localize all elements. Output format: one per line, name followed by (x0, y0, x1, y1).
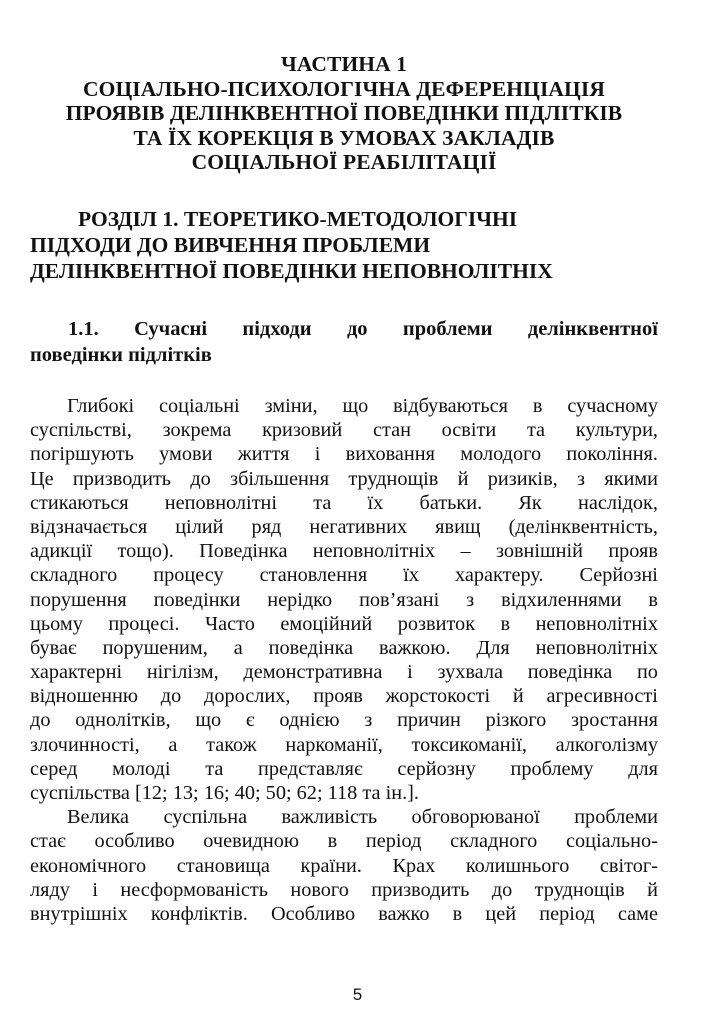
word: становища (176, 854, 270, 877)
word: також (206, 733, 257, 756)
text-line (30, 588, 658, 612)
word: а (233, 636, 243, 659)
word: цей (485, 902, 517, 925)
section-title (30, 206, 658, 284)
word: очевидною (203, 830, 300, 853)
word: саме (617, 902, 658, 925)
word: ряд (251, 515, 282, 538)
word: прояв (608, 540, 658, 563)
text-line (30, 684, 658, 708)
word: молоді (112, 757, 171, 780)
word: ляду (30, 878, 70, 901)
part-title (30, 52, 658, 175)
subsection-title (30, 316, 658, 368)
word: Часто (204, 612, 255, 635)
word: поведінка (268, 636, 354, 659)
word: конфліктів. (150, 902, 248, 925)
word: дорослих, (204, 685, 291, 708)
word: їх (403, 564, 419, 587)
word: характеру. (454, 564, 544, 587)
word: адикції (30, 540, 93, 563)
word: якими (604, 467, 658, 490)
word: жорстокості (385, 685, 491, 708)
page-number: 5 (352, 985, 363, 1004)
word: серйозну (397, 757, 476, 780)
subsection-title-line: поведінки підлітків (30, 344, 212, 366)
word: агресивності (546, 685, 658, 708)
word: Особливо (270, 902, 356, 925)
word: і (314, 443, 321, 466)
word: кризовий (262, 419, 343, 442)
text-line (30, 539, 658, 563)
word: цьому (30, 612, 83, 635)
word: до (160, 685, 182, 708)
word: серед (30, 757, 78, 780)
word: труднощів (534, 878, 625, 901)
word: їх (367, 491, 384, 514)
word: соціально- (565, 830, 658, 853)
section-title-line: РОЗДІЛ 1. ТЕОРЕТИКО-МЕТОДОЛОГІЧНІ (78, 207, 518, 231)
word: молодого (460, 443, 542, 466)
word: нового (290, 878, 349, 901)
word: стан (372, 419, 411, 442)
body-text (30, 394, 658, 926)
word: з (364, 709, 373, 732)
word: особливо (94, 830, 175, 853)
word: тощо). (117, 540, 174, 563)
paragraph (30, 394, 658, 805)
word: збільшення (230, 467, 330, 490)
word: зростання (571, 709, 658, 732)
word: Велика (67, 806, 130, 829)
word: цілий (175, 515, 224, 538)
word: погіршують (30, 443, 134, 466)
subsection-word: 1.1. (68, 318, 99, 340)
word: зміни, (264, 395, 318, 417)
section-title-line: ПІДХОДИ ДО ВИВЧЕННЯ ПРОБЛЕМИ (30, 233, 431, 257)
word: що (195, 709, 222, 732)
text-line (30, 515, 658, 539)
word: стикаються (30, 491, 129, 514)
word: відхиленнями (501, 588, 622, 611)
word: в (452, 902, 463, 925)
word: що (342, 395, 369, 417)
word: Для (476, 636, 510, 659)
word: труднощів (348, 467, 439, 490)
word: освіти (441, 419, 497, 442)
text-line (30, 902, 658, 926)
word: розвиток (397, 612, 476, 635)
word: процесі. (108, 612, 180, 635)
word: проблему (510, 757, 594, 780)
word: порушення (30, 588, 127, 611)
word: до (491, 878, 513, 901)
word: з (576, 467, 585, 490)
word: і (407, 661, 413, 684)
word: буває (30, 636, 77, 659)
word: Як (518, 491, 542, 514)
word: нерідко (267, 588, 333, 611)
word: наслідок, (577, 491, 658, 514)
word: емоційний (280, 612, 373, 635)
word: неповнолітніх (535, 612, 658, 635)
text-line (30, 854, 658, 878)
word: однолітків, (75, 709, 171, 732)
text-line (30, 394, 658, 418)
word: різкого (485, 709, 547, 732)
text-line (30, 829, 658, 853)
word: суспільна (163, 806, 248, 829)
word: Це (30, 467, 54, 490)
word: представляє (258, 757, 363, 780)
word: зухвала (437, 661, 503, 684)
word: відбуваються (393, 395, 508, 417)
word: стає (30, 830, 66, 853)
word: і (92, 878, 98, 901)
word: Глибокі (67, 395, 135, 417)
text-line (30, 660, 658, 684)
word: є (245, 709, 255, 732)
word: в (648, 588, 658, 611)
text-line (30, 757, 658, 781)
word: життя (237, 443, 290, 466)
word: виховання (345, 443, 435, 466)
word: злочинності, (30, 733, 140, 756)
word: в (532, 395, 543, 417)
subsection-word: делінквентної (527, 318, 658, 340)
word: зокрема (162, 419, 232, 442)
word: по (636, 661, 658, 684)
word: несформованість (120, 878, 268, 901)
word: пов’язані (359, 588, 440, 611)
text-line (30, 636, 658, 660)
word: важко (378, 902, 430, 925)
part-title-line: СОЦІАЛЬНОЇ РЕАБІЛІТАЦІЇ (191, 150, 497, 175)
word: характерні (30, 661, 123, 684)
word: складного (30, 564, 118, 587)
word: призводить (72, 467, 172, 490)
subsection-word: до (346, 318, 368, 340)
subsection-word: проблеми (402, 318, 493, 340)
word: суспільстві, (30, 419, 132, 442)
word: неповнолітніх (535, 636, 658, 659)
text-line (30, 612, 658, 636)
word: країни. (300, 854, 362, 877)
word: батьки. (419, 491, 483, 514)
word: важливість (281, 806, 378, 829)
word: в (327, 830, 338, 853)
word: покоління. (566, 443, 658, 466)
word: до (30, 709, 51, 732)
word: відношенню (30, 685, 139, 708)
word: умови (159, 443, 213, 466)
text-line (30, 467, 658, 491)
word: до (190, 467, 211, 490)
word: для (628, 757, 658, 780)
word: процесу (153, 564, 224, 587)
word: й (647, 878, 658, 901)
word: – (460, 540, 471, 563)
subsection-word: підходи (242, 318, 312, 340)
part-title-line: ТА ЇХ КОРЕКЦІЯ В УМОВАХ ЗАКЛАДІВ (133, 125, 555, 150)
word: соціальні (159, 395, 240, 417)
paragraph (30, 805, 658, 926)
word: економічного (30, 854, 147, 877)
word: Серйозні (579, 564, 658, 587)
word: ризиків, (487, 467, 558, 490)
part-title-line: ПРОЯВІВ ДЕЛІНКВЕНТНОЇ ПОВЕДІНКИ ПІДЛІТКІВ (65, 101, 623, 126)
word: культури, (575, 419, 658, 442)
word: наркоманії, (285, 733, 383, 756)
word: становлення (259, 564, 368, 587)
word: причин (397, 709, 461, 732)
word: явищ (435, 515, 481, 538)
word: неповнолітні (164, 491, 278, 514)
text-line (30, 491, 658, 515)
word: відзначається (30, 515, 148, 538)
subsection-title-line (30, 316, 658, 342)
text-line (30, 708, 658, 732)
word: період (539, 902, 595, 925)
part-title-line: СОЦІАЛЬНО-ПСИХОЛОГІЧНА ДЕФЕРЕНЦІАЦІЯ (83, 76, 605, 101)
word: колишнього (465, 854, 570, 877)
word: Крах (392, 854, 436, 877)
section-title-line: ДЕЛІНКВЕНТНОЇ ПОВЕДІНКИ НЕПОВНОЛІТНІХ (30, 259, 553, 283)
word: період (365, 830, 422, 853)
text-line (30, 442, 658, 466)
word: алкоголізму (555, 733, 658, 756)
text-line (30, 733, 658, 757)
text-line (30, 418, 658, 442)
part-title-line: ЧАСТИНА 1 (280, 52, 408, 76)
word: внутрішніх (30, 902, 128, 925)
word: та (205, 757, 224, 780)
text-line: суспільства [12; 13; 16; 40; 50; 62; 118 та ін.]. (30, 782, 419, 804)
word: в (500, 612, 511, 635)
word: порушеним, (102, 636, 208, 659)
subsection-word: Сучасні (134, 318, 208, 340)
word: важкою. (379, 636, 451, 659)
word: демонстративна (243, 661, 383, 684)
word: та (526, 419, 546, 442)
word: прояв (313, 685, 363, 708)
word: складного (450, 830, 538, 853)
word: світог- (599, 854, 658, 877)
word: поведінки (153, 588, 241, 611)
text-line (30, 563, 658, 587)
word: проблеми (574, 806, 658, 829)
word: з (466, 588, 475, 611)
word: зовнішній (495, 540, 583, 563)
word: та (313, 491, 332, 514)
word: неповнолітніх (312, 540, 436, 563)
word: (делінквентність, (508, 515, 658, 538)
text-line (30, 878, 658, 902)
word: поведінка (527, 661, 613, 684)
word: й (457, 467, 469, 490)
word: й (512, 685, 524, 708)
text-line (30, 805, 658, 829)
word: токсикоманії, (411, 733, 527, 756)
word: сучасному (567, 395, 658, 417)
word: однією (279, 709, 340, 732)
word: Поведінка (199, 540, 288, 563)
word: нігілізм, (146, 661, 219, 684)
word: а (168, 733, 178, 756)
word: обговорюваної (411, 806, 540, 829)
word: призводить (371, 878, 470, 901)
word: негативних (309, 515, 408, 538)
